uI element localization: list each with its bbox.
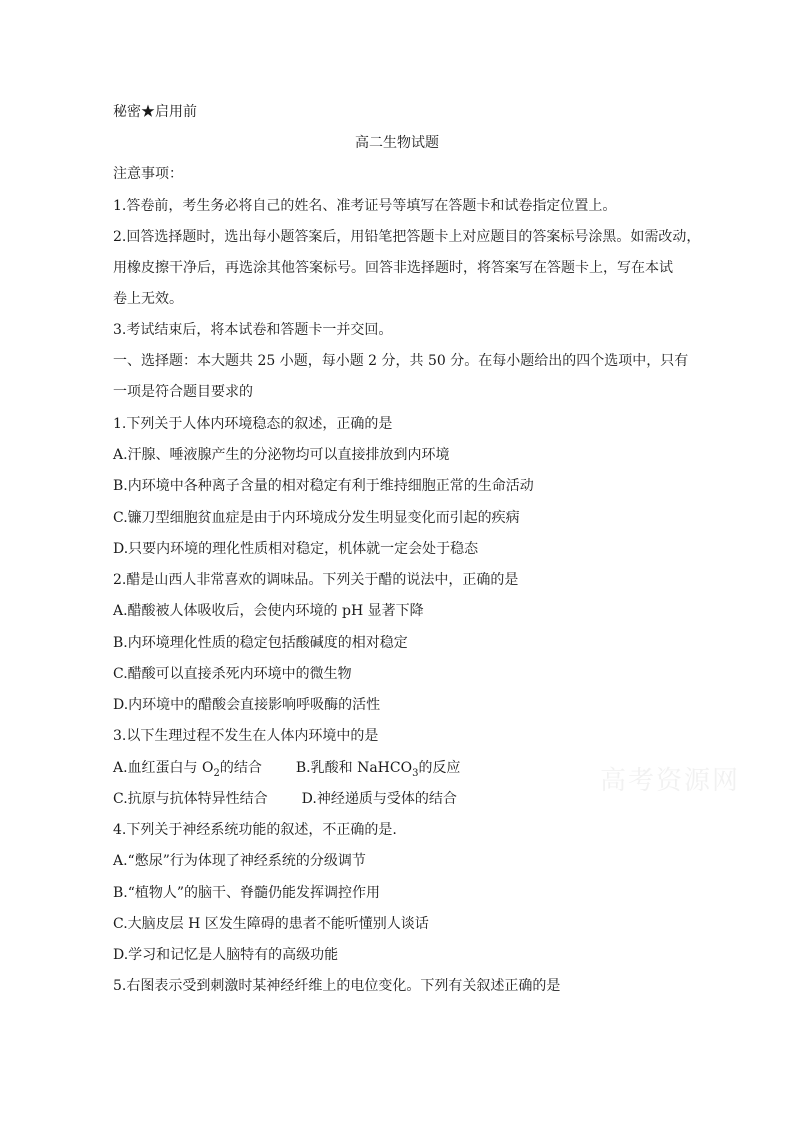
question-5-stem: 5.右图表示受到刺激时某神经纤维上的电位变化。下列有关叙述正确的是	[113, 978, 561, 994]
question-4-stem: 4.下列关于神经系统功能的叙述，不正确的是.	[113, 822, 397, 838]
page-title: 高二生物试题	[355, 135, 439, 151]
question-3-option-c: C.抗原与抗体特异性结合	[113, 791, 268, 807]
section-heading-line-2: 一项是符合题目要求的	[113, 384, 253, 400]
question-3-options-row-1	[113, 759, 460, 777]
question-3-stem: 3.以下生理过程不发生在人体内环境中的是	[113, 728, 379, 744]
question-4-option-d: D.学习和记忆是人脑特有的高级功能	[113, 947, 339, 963]
question-2-option-b: B.内环境理化性质的稳定包括酸碱度的相对稳定	[113, 635, 408, 651]
question-2-stem: 2.醋是山西人非常喜欢的调味品。下列关于醋的说法中，正确的是	[113, 572, 519, 588]
question-3-option-b: B.乳酸和 NaHCO$_3$的反应	[295, 760, 461, 779]
question-3-option-d: D.神经递质与受体的结合	[301, 791, 457, 807]
question-3-option-a: A.血红蛋白与 $O_2$的结合	[113, 760, 262, 779]
question-1-option-a: A.汗腺、唾液腺产生的分泌物均可以直接排放到内环境	[113, 447, 450, 463]
secret-label: 秘密★启用前	[113, 104, 197, 120]
question-2-option-c: C.醋酸可以直接杀死内环境中的微生物	[113, 666, 352, 682]
question-4-option-c: C.大脑皮层 H 区发生障碍的患者不能听懂别人谈话	[113, 916, 429, 932]
question-3-options-row-2	[113, 790, 457, 808]
notice-item-2-line-1: 2.回答选择题时，选出每小题答案后，用铅笔把答题卡上对应题目的答案标号涂黑。如需改动，	[113, 229, 701, 245]
watermark: 高考资源网	[600, 766, 741, 796]
question-1-option-d: D.只要内环境的理化性质相对稳定，机体就一定会处于稳态	[113, 541, 479, 557]
question-2-option-d: D.内环境中的醋酸会直接影响呼吸酶的活性	[113, 697, 381, 713]
question-4-option-b: B.“植物人”的脑干、脊髓仍能发挥调控作用	[113, 885, 381, 901]
question-1-stem: 1.下列关于人体内环境稳态的叙述，正确的是	[113, 416, 393, 432]
question-2-option-a: A.醋酸被人体吸收后，会使内环境的 pH 显著下降	[113, 603, 424, 619]
question-4-option-a: A.“憋尿”行为体现了神经系统的分级调节	[113, 853, 366, 869]
notice-item-2-line-2: 用橡皮擦干净后，再选涂其他答案标号。回答非选择题时，将答案写在答题卡上，写在本试	[113, 260, 673, 276]
section-heading-line-1: 一、选择题：本大题共 25 小题，每小题 2 分，共 50 分。在每小题给出的四个选项中，只有	[113, 353, 689, 369]
notice-item-1: 1.答卷前，考生务必将自己的姓名、准考证号等填写在答题卡和试卷指定位置上。	[113, 198, 617, 214]
question-1-option-c: C.镰刀型细胞贫血症是由于内环境成分发生明显变化而引起的疾病	[113, 510, 520, 526]
notice-item-3: 3.考试结束后，将本试卷和答题卡一并交回。	[113, 322, 393, 338]
question-1-option-b: B.内环境中各种离子含量的相对稳定有利于维持细胞正常的生命活动	[113, 478, 534, 494]
notice-item-2-line-3: 卷上无效。	[113, 291, 183, 307]
notice-heading: 注意事项：	[113, 166, 183, 182]
